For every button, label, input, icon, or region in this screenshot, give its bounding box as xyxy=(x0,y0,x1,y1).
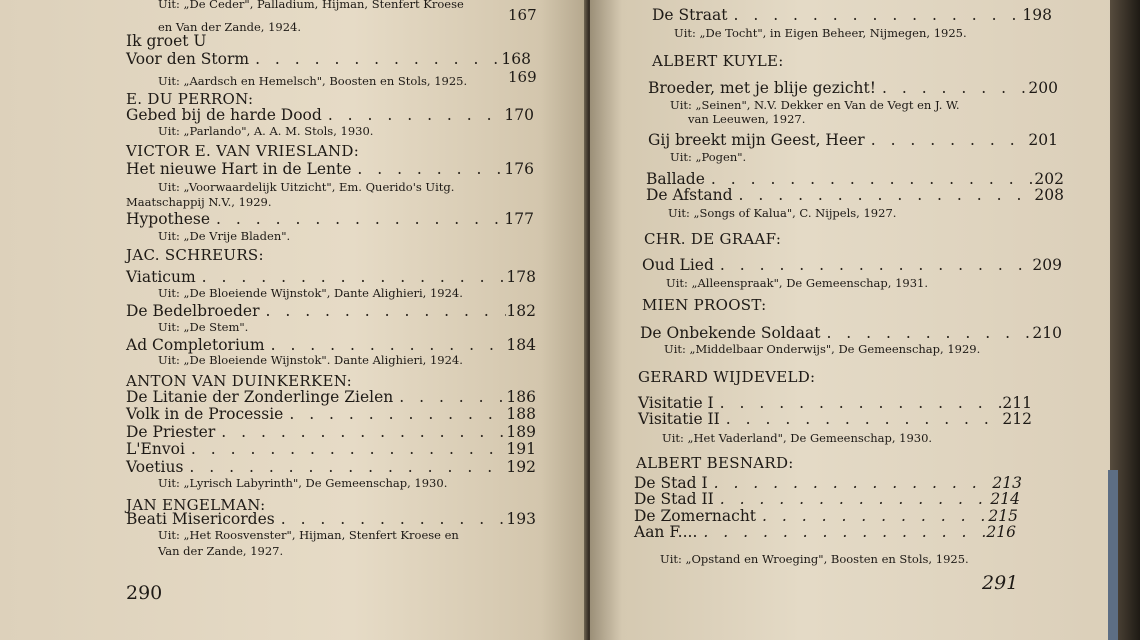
source-line: Uit: „De Stem". xyxy=(158,320,249,334)
source-line: Uit: „Middelbaar Onderwijs", De Gemeenschap, 1929. xyxy=(664,342,981,356)
author-heading: MIEN PROOST: xyxy=(642,296,767,314)
right-page xyxy=(590,0,1120,640)
author-heading: JAC. SCHREURS: xyxy=(126,246,264,264)
toc-entry: Het nieuwe Hart in de Lente . . . 176 xyxy=(126,160,534,178)
source-line: Uit: „Aardsch en Hemelsch", Boosten en Stols, 1925. xyxy=(158,74,468,88)
toc-entry: De Onbekende Soldaat . . . 210 xyxy=(640,324,1062,342)
toc-entry: Gebed bij de harde Dood . . . 170 xyxy=(126,106,534,124)
toc-entry: De Bedelbroeder . . . 182 xyxy=(126,302,536,320)
toc-entry: Volk in de Processie . . . 188 xyxy=(126,405,536,423)
source-line: Uit: „De Ceder", Palladium, Hijman, Stenfert Kroese xyxy=(158,0,464,11)
source-line: Uit: „Seinen", N.V. Dekker en Van de Vegt en J. W. xyxy=(670,98,960,112)
page-folio: 291 xyxy=(982,572,1019,594)
toc-entry: De Stad I . . . 213 xyxy=(634,474,1022,492)
toc-entry: De Straat . . . 198 xyxy=(652,6,1052,24)
author-heading: ANTON VAN DUINKERKEN: xyxy=(126,372,352,390)
toc-entry: Visitatie II . . . 212 xyxy=(638,410,1032,428)
source-line: Maatschappij N.V., 1929. xyxy=(126,195,272,209)
toc-entry: Voetius . . . 192 xyxy=(126,458,536,476)
source-line: Uit: „Lyrisch Labyrinth", De Gemeenschap, 1930. xyxy=(158,476,448,490)
toc-entry: De Zomernacht . . . 215 xyxy=(634,507,1018,525)
toc-entry: Hypothese . . . 177 xyxy=(126,210,534,228)
author-heading: ALBERT BESNARD: xyxy=(636,454,794,472)
page-number: 167 xyxy=(508,6,537,24)
source-line: Uit: „De Vrije Bladen". xyxy=(158,229,291,243)
toc-entry: Viaticum . . . 178 xyxy=(126,268,536,286)
page-folio: 290 xyxy=(126,582,163,604)
source-line: Uit: „Pogen". xyxy=(670,150,747,164)
source-line: Uit: „Het Vaderland", De Gemeenschap, 1930. xyxy=(662,431,933,445)
author-heading: GERARD WIJDEVELD: xyxy=(638,368,816,386)
toc-entry: Ballade . . . 202 xyxy=(646,170,1064,188)
source-line: Uit: „Alleenspraak", De Gemeenschap, 1931. xyxy=(666,276,928,290)
author-heading: CHR. DE GRAAF: xyxy=(644,230,782,248)
source-line: Uit: „Songs of Kalua", C. Nijpels, 1927. xyxy=(668,206,897,220)
source-line: Uit: „Parlando", A. A. M. Stols, 1930. xyxy=(158,124,374,138)
toc-entry: Ad Completorium . . . 184 xyxy=(126,336,536,354)
author-heading: E. DU PERRON: xyxy=(126,90,254,108)
toc-entry: Ik groet U xyxy=(126,32,207,50)
author-heading: JAN ENGELMAN: xyxy=(126,496,266,514)
toc-entry: De Priester . . . 189 xyxy=(126,423,536,441)
toc-entry: Beati Misericordes . . . 193 xyxy=(126,510,536,528)
source-line: en Van der Zande, 1924. xyxy=(158,20,302,34)
toc-entry: Aan F.... . . . 216 xyxy=(634,523,1016,541)
toc-entry: De Afstand . . . 208 xyxy=(646,186,1064,204)
toc-entry: Oud Lied . . . 209 xyxy=(642,256,1062,274)
source-line: van Leeuwen, 1927. xyxy=(688,112,806,126)
source-line: Uit: „De Bloeiende Wijnstok", Dante Alighieri, 1924. xyxy=(158,286,463,300)
source-line: Uit: „De Bloeiende Wijnstok". Dante Alighieri, 1924. xyxy=(158,353,463,367)
source-line: Uit: „De Tocht", in Eigen Beheer, Nijmegen, 1925. xyxy=(674,26,967,40)
source-line: Uit: „Opstand en Wroeging", Boosten en Stols, 1925. xyxy=(660,552,969,566)
source-line: Van der Zande, 1927. xyxy=(158,544,284,558)
background-strip xyxy=(1108,470,1118,640)
toc-entry: De Stad II . . . 214 xyxy=(634,490,1020,508)
toc-entry: De Litanie der Zonderlinge Zielen . . . 186 xyxy=(126,388,536,406)
toc-entry: Voor den Storm . . . 168 xyxy=(126,50,531,68)
author-heading: ALBERT KUYLE: xyxy=(652,52,784,70)
toc-entry: Visitatie I . . . 211 xyxy=(638,394,1032,412)
toc-entry: Gij breekt mijn Geest, Heer . . . 201 xyxy=(648,131,1058,149)
toc-entry: L'Envoi . . . 191 xyxy=(126,440,536,458)
source-line: Uit: „Het Roosvenster", Hijman, Stenfert Kroese en xyxy=(158,528,459,542)
author-heading: VICTOR E. VAN VRIESLAND: xyxy=(126,142,360,160)
source-line: Uit: „Voorwaardelijk Uitzicht", Em. Querido's Uitg. xyxy=(158,180,455,194)
toc-entry: Broeder, met je blije gezicht! . . . 200 xyxy=(648,79,1058,97)
page-number: 169 xyxy=(508,68,537,86)
